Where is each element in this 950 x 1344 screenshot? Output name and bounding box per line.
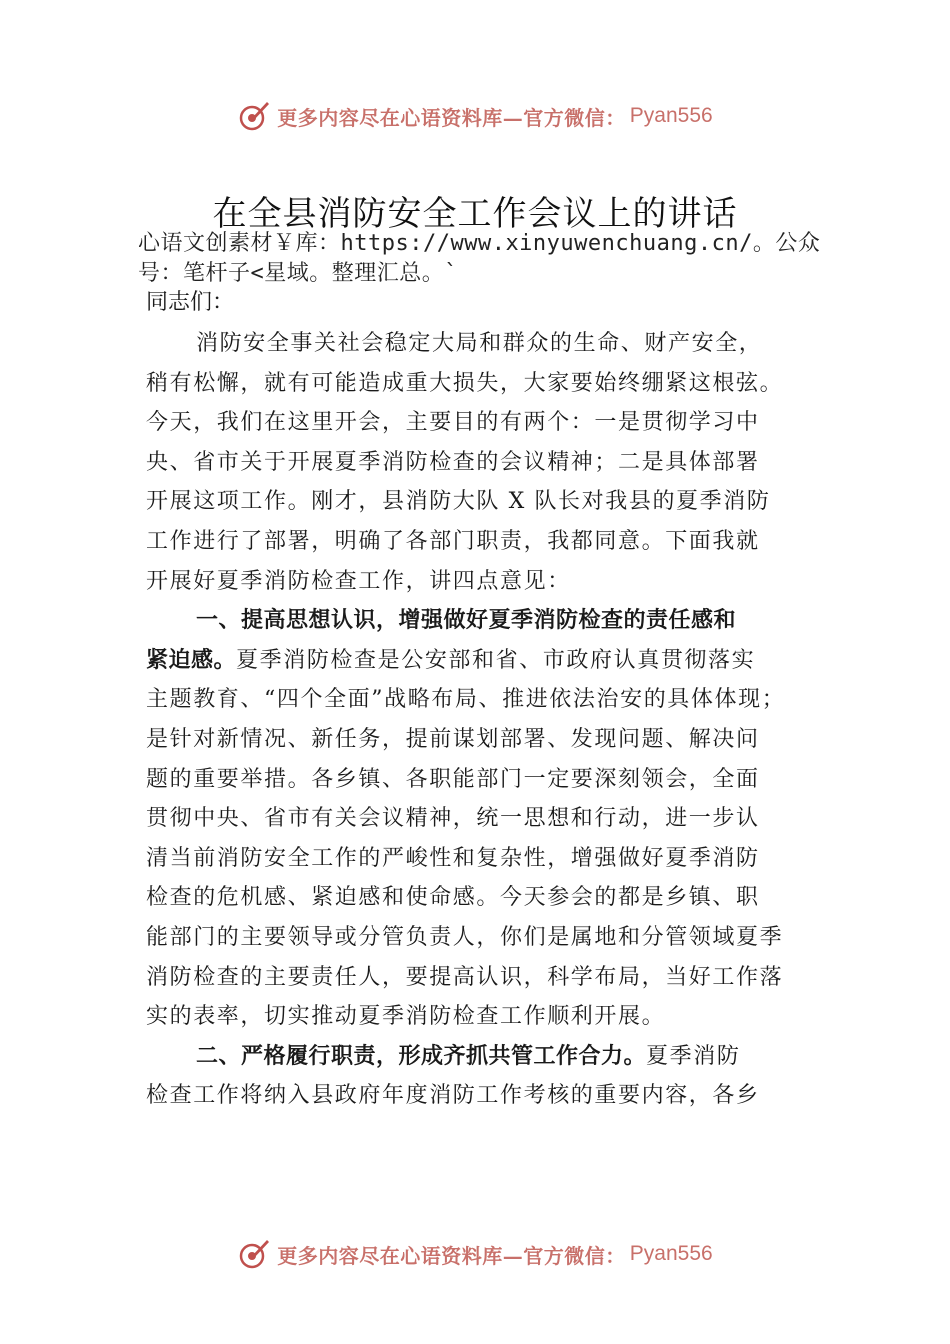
text-line bbox=[146, 482, 826, 522]
text-line bbox=[146, 1076, 826, 1116]
text-line bbox=[146, 878, 826, 918]
line-text: 题的重要举措。各乡镇、各职能部门一定要深刻领会，全面 bbox=[146, 766, 760, 792]
line-text: 开展好夏季消防检查工作，讲四点意见： bbox=[146, 568, 571, 594]
line-text: 主题教育、“四个全面”战略布局、推进依法治安的具体体现； bbox=[146, 687, 786, 713]
speech-body bbox=[146, 324, 826, 1116]
section-heading-2 bbox=[146, 1037, 826, 1077]
quill-logo-icon bbox=[237, 99, 271, 133]
text-line bbox=[146, 403, 826, 443]
line-text: 能部门的主要领导或分管负责人，你们是属地和分管领域夏季 bbox=[146, 924, 784, 950]
text-line bbox=[146, 641, 826, 681]
line-text: 夏季消防检查是公安部和省、市政府认真贯彻落实 bbox=[236, 647, 756, 673]
line-text: 检查的危机感、紧迫感和使命感。今天参会的都是乡镇、职 bbox=[146, 885, 760, 911]
source-line: 心语文创素材￥库：https://www.xinyuwenchuang.cn/。公众 bbox=[138, 231, 821, 256]
banner-wechat-id: Pyan556 bbox=[629, 104, 713, 127]
footer-banner bbox=[0, 1234, 950, 1274]
heading-text: 一、提高思想认识，增强做好夏季消防检查的责任感和 bbox=[196, 608, 737, 634]
heading-text: 紧迫感。 bbox=[146, 647, 237, 673]
line-text: 工作进行了部署，明确了各部门职责，我都同意。下面我就 bbox=[146, 528, 760, 554]
line-text: 检查工作将纳入县政府年度消防工作考核的重要内容，各乡 bbox=[146, 1083, 760, 1109]
banner-wechat-id: Pyan556 bbox=[629, 1242, 713, 1265]
text-line bbox=[146, 918, 826, 958]
text-line bbox=[146, 997, 826, 1037]
document-title: 在全县消防安全工作会议上的讲话 bbox=[212, 194, 738, 234]
greeting: 同志们： bbox=[146, 290, 235, 315]
text-line bbox=[146, 720, 826, 760]
line-text: 消防安全事关社会稳定大局和群众的生命、财产安全， bbox=[196, 331, 763, 356]
text-line bbox=[146, 958, 826, 998]
line-text: 夏季消防 bbox=[646, 1043, 741, 1069]
line-text: 是针对新情况、新任务，提前谋划部署、发现问题、解决问 bbox=[146, 726, 760, 752]
line-text: 今天，我们在这里开会，主要目的有两个：一是贯彻学习中 bbox=[146, 410, 760, 436]
line-text: 实的表率，切实推动夏季消防检查工作顺利开展。 bbox=[146, 1004, 666, 1030]
line-text: 消防检查的主要责任人，要提高认识，科学布局，当好工作落 bbox=[146, 964, 784, 990]
quill-logo-icon bbox=[237, 1237, 271, 1271]
text-line bbox=[146, 562, 826, 602]
line-text: 央、省市关于开展夏季消防检查的会议精神；二是具体部署 bbox=[146, 449, 760, 475]
section-heading-1 bbox=[146, 601, 826, 641]
text-line bbox=[146, 839, 826, 879]
line-text: 清当前消防安全工作的严峻性和复杂性，增强做好夏季消防 bbox=[146, 845, 760, 871]
banner-text: 更多内容尽在心语资料库—官方微信： bbox=[277, 105, 626, 130]
text-line bbox=[146, 760, 826, 800]
line-text: 开展这项工作。刚才，县消防大队 X 队长对我县的夏季消防 bbox=[146, 489, 771, 515]
source-note bbox=[138, 229, 838, 289]
text-line bbox=[146, 324, 826, 364]
header-banner bbox=[0, 96, 950, 136]
text-line bbox=[146, 680, 826, 720]
text-line bbox=[146, 443, 826, 483]
text-line bbox=[146, 364, 826, 404]
heading-text: 二、严格履行职责，形成齐抓共管工作合力。 bbox=[196, 1043, 647, 1069]
text-line bbox=[146, 799, 826, 839]
line-text: 稍有松懈，就有可能造成重大损失，大家要始终绷紧这根弦。 bbox=[146, 370, 784, 396]
line-text: 贯彻中央、省市有关会议精神，统一思想和行动，进一步认 bbox=[146, 806, 760, 832]
text-line bbox=[146, 522, 826, 562]
banner-text: 更多内容尽在心语资料库—官方微信： bbox=[277, 1243, 626, 1268]
source-line: 号：笔杆子<星域。整理汇总。` bbox=[138, 261, 458, 286]
